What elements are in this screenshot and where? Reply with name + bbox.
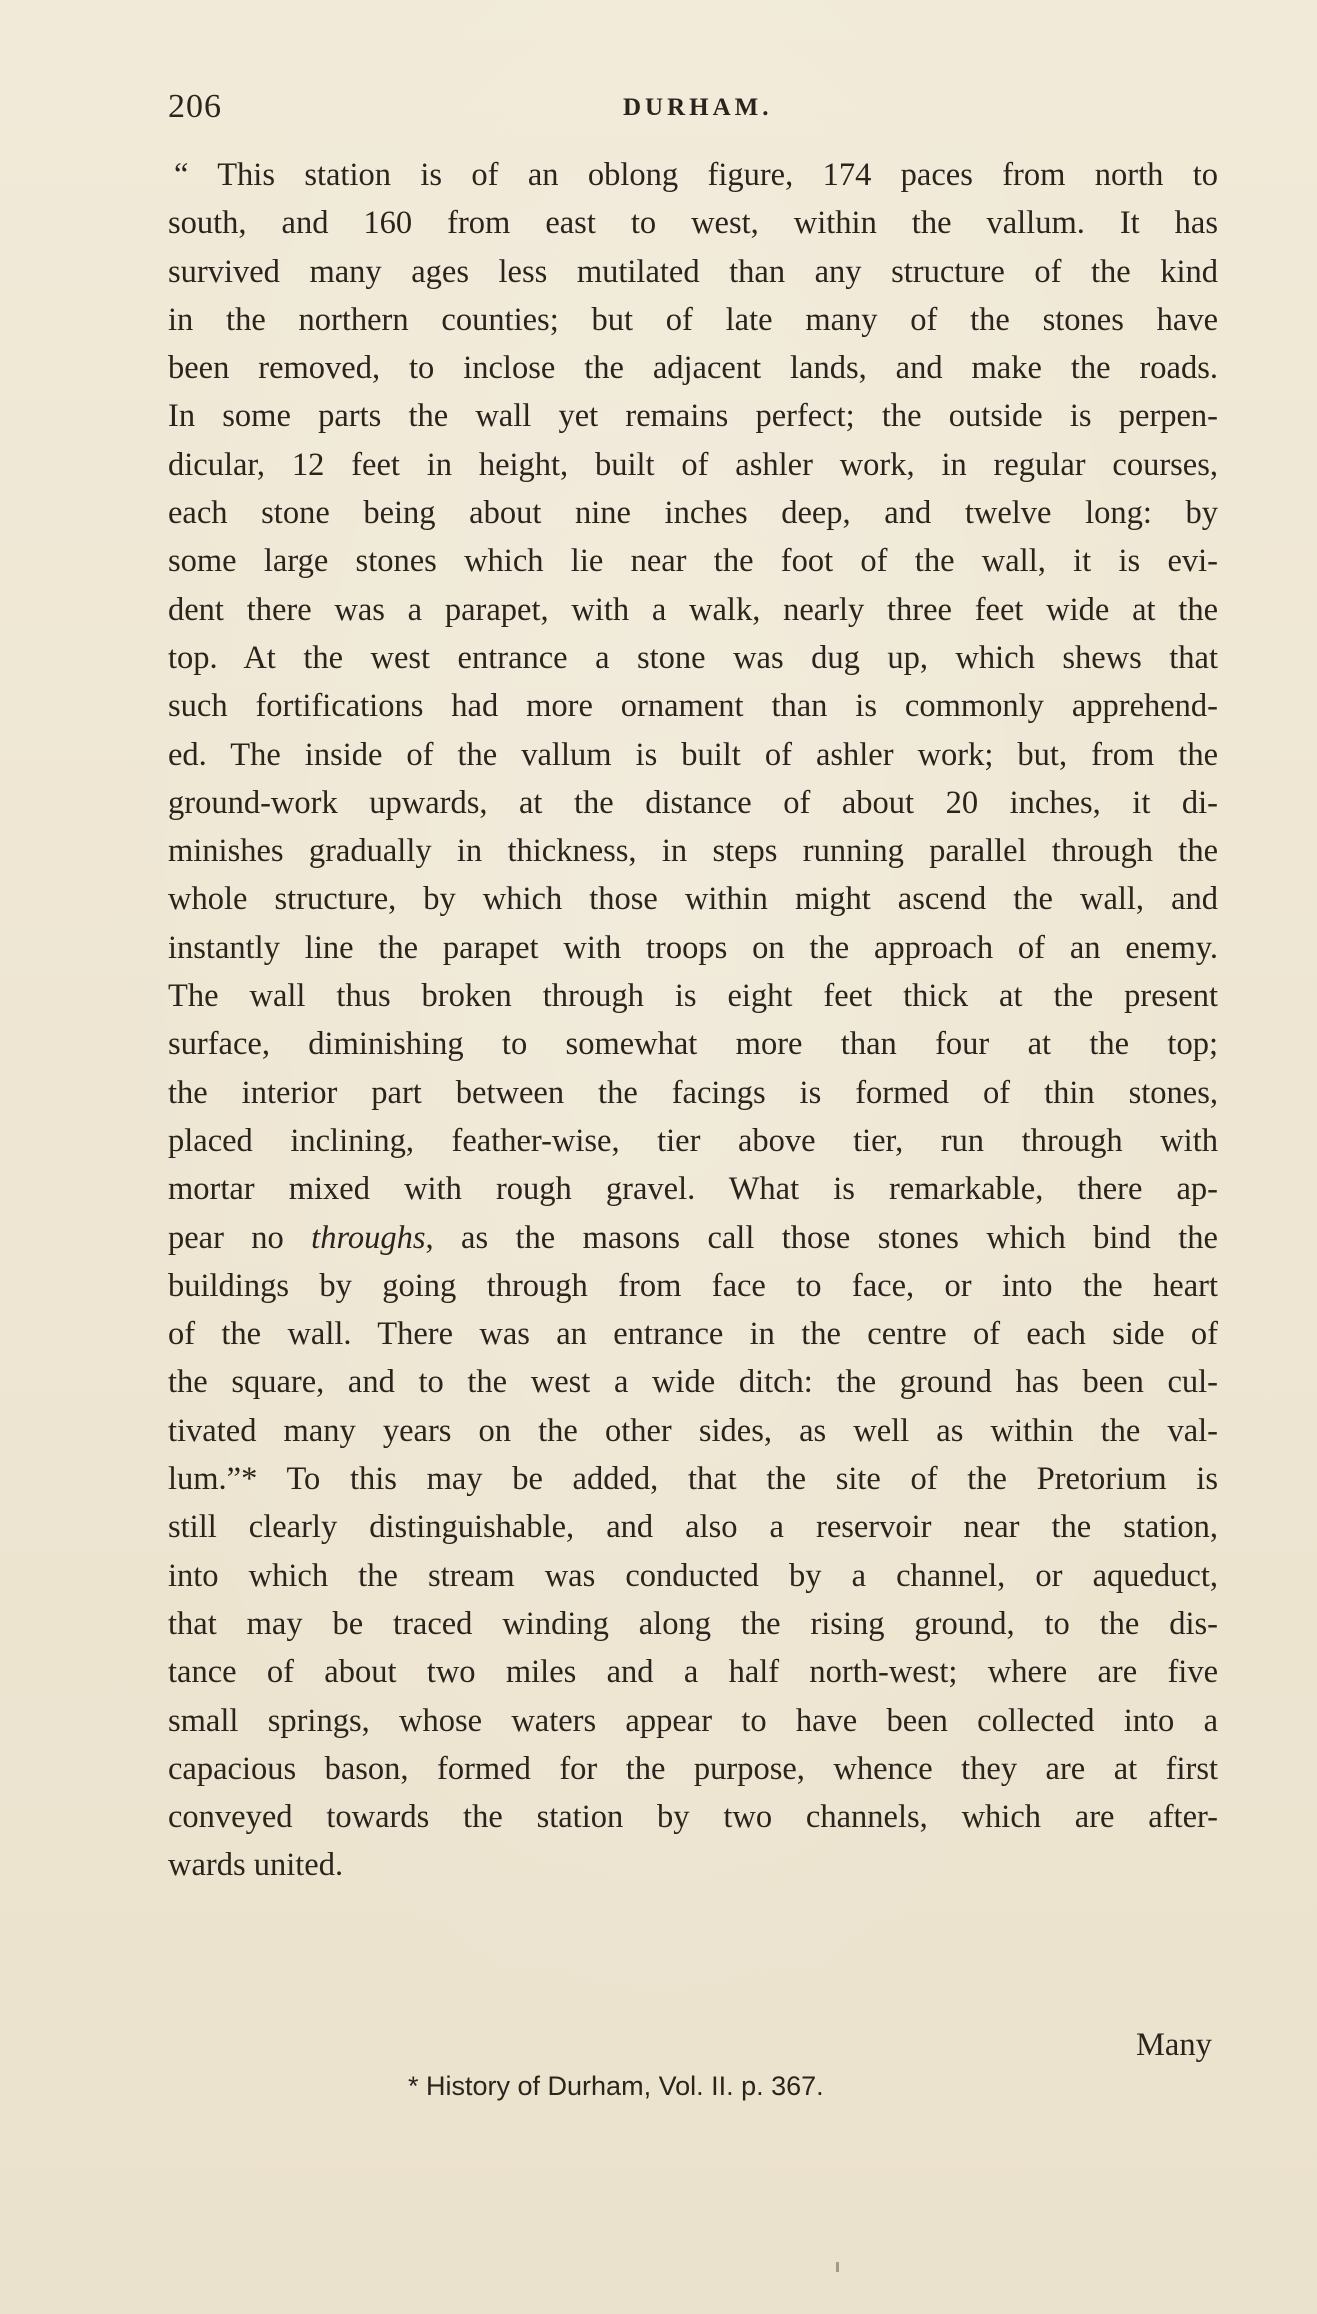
text-line: that may be traced winding along the rising ground, to the dis-	[168, 1605, 1218, 1642]
running-head: DURHAM.	[623, 94, 773, 121]
text-line: pear no throughs, as the masons call those stones which bind the	[168, 1219, 1218, 1256]
text-line: The wall thus broken through is eight feet thick at the present	[168, 978, 1218, 1015]
text-line: some large stones which lie near the foot of the wall, it is evi-	[168, 543, 1218, 580]
text-line: in the northern counties; but of late many of the stones have	[168, 301, 1218, 338]
text-line: ed. The inside of the vallum is built of ashler work; but, from the	[168, 736, 1218, 773]
text-line: survived many ages less mutilated than any structure of the kind	[168, 253, 1218, 290]
footnote: * History of Durham, Vol. II. p. 367.	[408, 2071, 824, 2101]
catchword: Many	[1136, 2027, 1212, 2063]
text-line: south, and 160 from east to west, within the vallum. It has	[168, 205, 1218, 242]
text-line: whole structure, by which those within might ascend the wall, and	[168, 881, 1218, 918]
text-line: “ This station is of an oblong figure, 174 paces from north to	[174, 157, 1218, 193]
text-line: placed inclining, feather-wise, tier above tier, run through with	[168, 1122, 1218, 1159]
text-line: ground-work upwards, at the distance of about 20 inches, it di-	[168, 784, 1218, 821]
text-line: dent there was a parapet, with a walk, nearly three feet wide at the	[168, 591, 1218, 628]
text-line: surface, diminishing to somewhat more than four at the top;	[168, 1026, 1218, 1063]
text-line: lum.”* To this may be added, that the site of the Pretorium is	[168, 1461, 1218, 1498]
text-line: top. At the west entrance a stone was dug up, which shews that	[168, 639, 1218, 676]
text-line: small springs, whose waters appear to have been collected into a	[168, 1702, 1218, 1739]
text-line: buildings by going through from face to face, or into the heart	[168, 1267, 1218, 1304]
text-line: the square, and to the west a wide ditch: the ground has been cul-	[168, 1364, 1218, 1401]
text-line: instantly line the parapet with troops on the approach of an enemy.	[168, 929, 1218, 966]
text-line: wards united.	[168, 1847, 344, 1884]
text-line: tivated many years on the other sides, as well as within the val-	[168, 1412, 1218, 1449]
text-line: been removed, to inclose the adjacent lands, and make the roads.	[168, 350, 1218, 387]
text-line: of the wall. There was an entrance in the centre of each side of	[168, 1316, 1218, 1353]
page-speck	[836, 2262, 839, 2272]
text-line: capacious bason, formed for the purpose, whence they are at first	[168, 1750, 1218, 1787]
text-line: conveyed towards the station by two channels, which are after-	[168, 1799, 1218, 1836]
text-line: In some parts the wall yet remains perfect; the outside is perpen-	[168, 398, 1218, 435]
text-line: each stone being about nine inches deep, and twelve long: by	[168, 495, 1218, 532]
page-header	[168, 88, 1218, 128]
text-line: still clearly distinguishable, and also a reservoir near the station,	[168, 1509, 1218, 1546]
text-line: the interior part between the facings is formed of thin stones,	[168, 1074, 1218, 1111]
text-line: such fortifications had more ornament than is commonly apprehend-	[168, 688, 1218, 725]
text-line: tance of about two miles and a half north-west; where are five	[168, 1654, 1218, 1691]
text-line: dicular, 12 feet in height, built of ashler work, in regular courses,	[168, 446, 1218, 483]
text-line: minishes gradually in thickness, in steps running parallel through the	[168, 833, 1218, 870]
text-line: mortar mixed with rough gravel. What is remarkable, there ap-	[168, 1171, 1218, 1208]
page-number: 206	[168, 88, 222, 125]
body-text	[168, 151, 1218, 1890]
text-line: into which the stream was conducted by a channel, or aqueduct,	[168, 1557, 1218, 1594]
